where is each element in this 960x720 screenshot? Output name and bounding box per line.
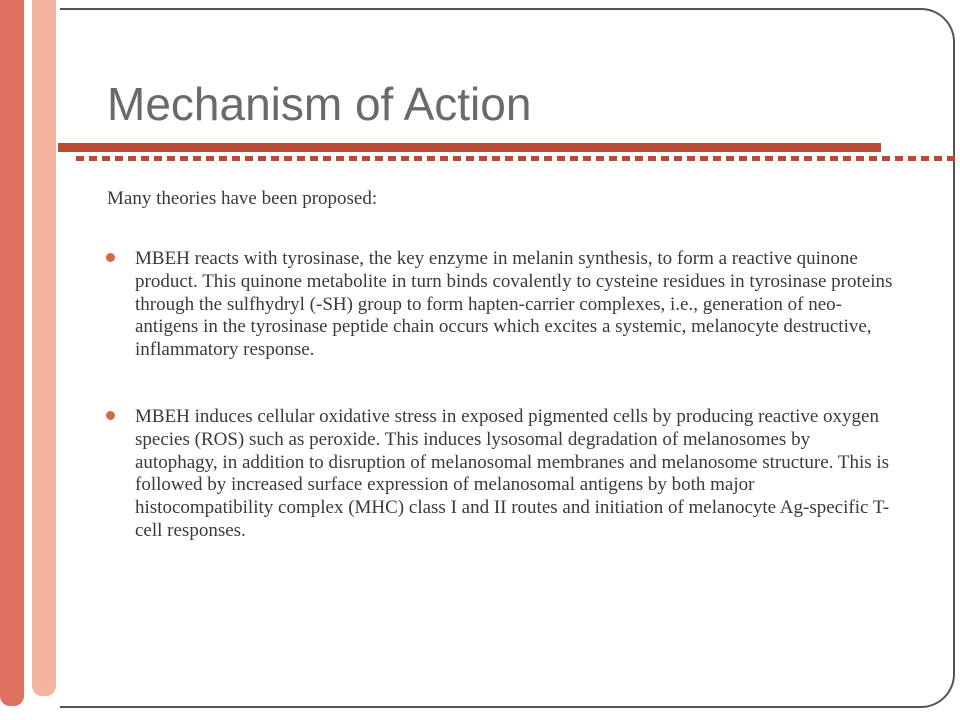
- bullet-text: MBEH induces cellular oxidative stress in exposed pigmented cells by producing reactive oxygen species (ROS) such as peroxide. This induces lysosomal degradation of melanosomes by autophagy, in addition to disruption of melanosomal membranes and melanosome structure. This is followed by increased surface expression of melanosomal antigens by both major histocompatibility complex (MHC) class I and II routes and initiation of melanocyte Ag-specific T-cell responses.: [135, 406, 890, 541]
- bullet-item: [135, 248, 895, 362]
- bullet-dot-icon: [106, 253, 115, 262]
- title-dashed-rule: [76, 156, 960, 161]
- left-accent-stripe-light: [32, 0, 56, 696]
- intro-text: Many theories have been proposed:: [107, 188, 378, 209]
- left-accent-stripe-dark: [0, 0, 24, 706]
- slide-title: Mechanism of Action: [107, 78, 532, 130]
- bullet-dot-icon: [106, 411, 115, 420]
- bullet-text: MBEH reacts with tyrosinase, the key enzyme in melanin synthesis, to form a reactive quinone product. This quinone metabolite in turn binds covalently to cysteine residues in tyrosinase proteins through the sulfhydryl (-SH) group to form hapten-carrier complexes, i.e., generation of neo-antigens in the tyrosinase peptide chain occurs which excites a systemic, melanocyte destructive, inflammatory response.: [135, 248, 893, 361]
- title-underline: [58, 143, 881, 152]
- bullet-item: [135, 406, 895, 543]
